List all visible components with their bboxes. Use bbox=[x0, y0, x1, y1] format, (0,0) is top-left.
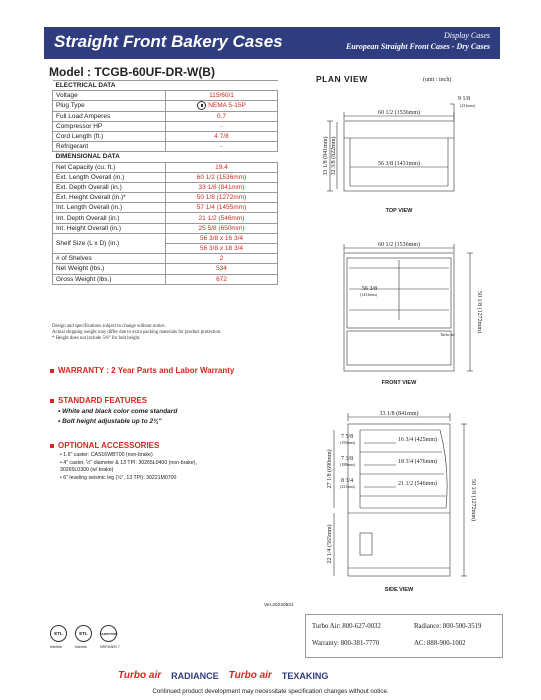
electrical-heading: ELECTRICAL DATA bbox=[53, 81, 278, 91]
front-view-label: FRONT VIEW bbox=[381, 380, 417, 386]
table-row bbox=[53, 193, 278, 203]
contact-box bbox=[305, 614, 503, 658]
row-value: - bbox=[166, 142, 278, 152]
front-badge: Turbo air bbox=[440, 332, 455, 337]
row-value: 0.7 bbox=[166, 111, 278, 121]
table-row bbox=[53, 182, 278, 192]
cert-label: Intertek bbox=[75, 645, 87, 649]
row-value: 21 1/2 (546mm) bbox=[166, 213, 278, 223]
table-row bbox=[53, 142, 278, 152]
row-value: 19.4 bbox=[166, 162, 278, 172]
footer-disclaimer: Continued product development may necessitate specification changes without notice. bbox=[152, 688, 389, 695]
row-label: Net Capacity (cu. ft.) bbox=[53, 162, 166, 172]
row-label: # of Shelves bbox=[53, 254, 166, 264]
plug-icon bbox=[197, 101, 206, 110]
row-value: 50 1/8 (1272mm) bbox=[166, 193, 278, 203]
row-label: Int. Length Overall (in.) bbox=[53, 203, 166, 213]
side-depth-dim: 33 1/8 (841mm) bbox=[379, 411, 419, 417]
note-line: Design and specifications subject to change without notice. bbox=[52, 324, 166, 329]
row-label: Refrigerant bbox=[53, 142, 166, 152]
table-row bbox=[53, 111, 278, 121]
plan-view-drawings bbox=[300, 88, 508, 598]
front-width-dim: 60 1/2 (1536mm) bbox=[378, 242, 420, 248]
list-item: • Bolt height adjustable up to 2¾" bbox=[58, 418, 162, 425]
top-inner-dim: 56 3/8 (1431mm) bbox=[378, 161, 420, 167]
radiance-logo: RADIANCE bbox=[171, 670, 219, 681]
note-line: Actual shipping weight may differ due to extra packing materials for product protection. bbox=[52, 330, 222, 335]
table-row bbox=[53, 264, 278, 274]
side-s3-dim: 8 3/4 bbox=[341, 478, 354, 484]
front-shelf-mm: (1431mm) bbox=[360, 292, 377, 297]
top-view-drawing bbox=[327, 104, 454, 191]
top-view-label: TOP VIEW bbox=[385, 208, 413, 214]
turbo-air-logo: Turbo air bbox=[118, 670, 162, 681]
row-label: Gross Weight (lbs.) bbox=[53, 274, 166, 284]
cert-item bbox=[99, 625, 120, 649]
cert-label: Intertek bbox=[50, 645, 62, 649]
top-width-dim: 60 1/2 (1536mm) bbox=[378, 110, 420, 116]
side-s3-mm: (221mm) bbox=[340, 484, 355, 489]
table-row bbox=[53, 213, 278, 223]
row-value: NEMA 5-15P bbox=[208, 102, 246, 110]
side-upper-height-dim: 27 1/8 (690mm) bbox=[327, 449, 333, 489]
row-value: 60 1/2 (1536mm) bbox=[166, 172, 278, 182]
row-label: Shelf Size (L x D) (in.) bbox=[53, 233, 166, 253]
note-line: * Height does not include 5/8" for bolt height. bbox=[52, 336, 141, 341]
row-value: 57 1/4 (1455mm) bbox=[166, 203, 278, 213]
texaking-logo: TEXAKING bbox=[281, 670, 329, 681]
list-item: • 1.6" caster: CAS16WBT00 (non-brake) bbox=[60, 452, 153, 458]
row-value: 56 3/8 x 18 3/4 bbox=[166, 244, 278, 254]
table-row bbox=[53, 91, 278, 101]
etl-icon: ETL bbox=[75, 625, 92, 642]
table-row bbox=[53, 203, 278, 213]
model-label: Model : TCGB-60UF-DR-W(B) bbox=[49, 65, 215, 79]
side-d3-dim: 21 1/2 (546mm) bbox=[398, 481, 437, 487]
front-view-drawing bbox=[344, 244, 473, 371]
contact-radiance: Radiance: 800-500-3519 bbox=[414, 623, 482, 630]
top-depth-dim: 33 1/8 (841mm) bbox=[323, 136, 329, 176]
row-label: Compressor HP bbox=[53, 121, 166, 131]
certifications bbox=[50, 625, 120, 649]
header-banner bbox=[44, 27, 500, 59]
row-label: Ext. Height Overall (in.)* bbox=[53, 193, 166, 203]
list-item: • 6" leveling seismic leg (½", 13 TPI): 30221M0700 bbox=[60, 474, 177, 481]
unit-label: (unit : inch) bbox=[423, 77, 452, 83]
row-value: - bbox=[166, 121, 278, 131]
spec-table bbox=[52, 80, 278, 285]
row-label: Plug Type bbox=[53, 101, 166, 111]
bullet-icon bbox=[50, 399, 54, 403]
list-item: • White and black color come standard bbox=[58, 408, 178, 415]
table-row bbox=[53, 233, 278, 243]
row-label: Voltage bbox=[53, 91, 166, 101]
front-shelf-dim: 56 3/8 bbox=[362, 286, 378, 292]
side-s1-mm: (195mm) bbox=[340, 440, 355, 445]
row-label: Ext. Depth Overall (in.) bbox=[53, 182, 166, 192]
cert-item bbox=[75, 625, 92, 649]
contact-ac: AC: 888-900-1002 bbox=[414, 640, 466, 647]
plan-view-title: PLAN VIEW bbox=[316, 74, 368, 84]
table-row bbox=[53, 131, 278, 141]
category-label: Display Cases bbox=[444, 31, 490, 40]
side-s2-dim: 7 3/8 bbox=[341, 456, 354, 462]
row-label: Ext. Length Overall (in.) bbox=[53, 172, 166, 182]
row-value: 115/60/1 bbox=[166, 91, 278, 101]
row-value: 56 3/8 x 16 3/4 bbox=[166, 233, 278, 243]
optional-accessories-heading bbox=[50, 441, 159, 450]
row-value: 534 bbox=[166, 264, 278, 274]
cert-item bbox=[50, 625, 67, 649]
row-value: 33 1/8 (841mm) bbox=[166, 182, 278, 192]
subcategory-label: European Straight Front Cases - Dry Cases bbox=[345, 42, 490, 51]
table-row bbox=[53, 274, 278, 284]
top-depth2-dim: 32 3/8 (822mm) bbox=[331, 136, 337, 176]
dimensional-heading: DIMENSIONAL DATA bbox=[53, 152, 278, 162]
etl-icon: ETL bbox=[50, 625, 67, 642]
list-item: • 4" caster, ½" diameter & 13 TPI: 30265L0400 (non-brake), bbox=[60, 459, 197, 466]
brand-logos bbox=[118, 670, 328, 681]
contact-warranty: Warranty: 800-381-7770 bbox=[312, 640, 380, 647]
row-label: Int. Height Overall (in.) bbox=[53, 223, 166, 233]
turbo-air-logo-2: Turbo air bbox=[228, 670, 272, 681]
side-s2-mm: (188mm) bbox=[340, 462, 355, 467]
table-row bbox=[53, 121, 278, 131]
bullet-icon bbox=[50, 444, 54, 448]
row-label: Cord Length (ft.) bbox=[53, 131, 166, 141]
version-label: Ver.20240531 bbox=[264, 603, 294, 608]
warranty-heading bbox=[50, 366, 234, 375]
side-height-dim: 50 1/8 (1272mm) bbox=[470, 479, 476, 521]
standard-features-list bbox=[58, 407, 177, 427]
row-label: Net Weight (lbs.) bbox=[53, 264, 166, 274]
side-d1-dim: 16 3/4 (425mm) bbox=[398, 437, 437, 443]
warranty-text: WARRANTY : 2 Year Parts and Labor Warranty bbox=[58, 366, 235, 375]
contact-turbo-air: Turbo Air: 800-627-0032 bbox=[312, 623, 381, 630]
list-item: 30265L0300 (w/ brake) bbox=[60, 467, 114, 473]
table-row bbox=[53, 172, 278, 182]
page-title: Straight Front Bakery Cases bbox=[54, 32, 283, 51]
top-small-dim: 9 1/8 bbox=[458, 96, 471, 102]
table-row bbox=[53, 223, 278, 233]
side-view-label: SIDE VIEW bbox=[384, 587, 414, 593]
side-s1-dim: 7 5/8 bbox=[341, 434, 354, 440]
bullet-icon bbox=[50, 369, 54, 373]
row-value: 672 bbox=[166, 274, 278, 284]
row-label: Int. Depth Overall (in.) bbox=[53, 213, 166, 223]
optional-accessories-title: OPTIONAL ACCESSORIES bbox=[58, 441, 160, 450]
row-label: Full Load Amperes bbox=[53, 111, 166, 121]
side-lower-height-dim: 22 1/4 (565mm) bbox=[327, 524, 333, 564]
row-value: 4 7/8 bbox=[166, 131, 278, 141]
cert-label: NSF/ANSI 7 bbox=[100, 645, 120, 649]
row-value: 2 bbox=[166, 254, 278, 264]
sanitation-icon: SANITATION bbox=[100, 625, 117, 642]
spec-notes bbox=[52, 324, 221, 342]
side-d2-dim: 18 3/4 (476mm) bbox=[398, 459, 437, 465]
row-value: 25 5/8 (650mm) bbox=[166, 223, 278, 233]
table-row bbox=[53, 101, 278, 111]
front-height-dim: 50 1/8 (1272mm) bbox=[476, 291, 482, 333]
top-small-mm: (231mm) bbox=[460, 103, 475, 108]
standard-features-title: STANDARD FEATURES bbox=[58, 396, 148, 405]
plug-value-cell bbox=[166, 101, 278, 111]
table-row bbox=[53, 254, 278, 264]
table-row bbox=[53, 162, 278, 172]
optional-accessories-list bbox=[60, 452, 197, 482]
standard-features-heading bbox=[50, 396, 147, 405]
